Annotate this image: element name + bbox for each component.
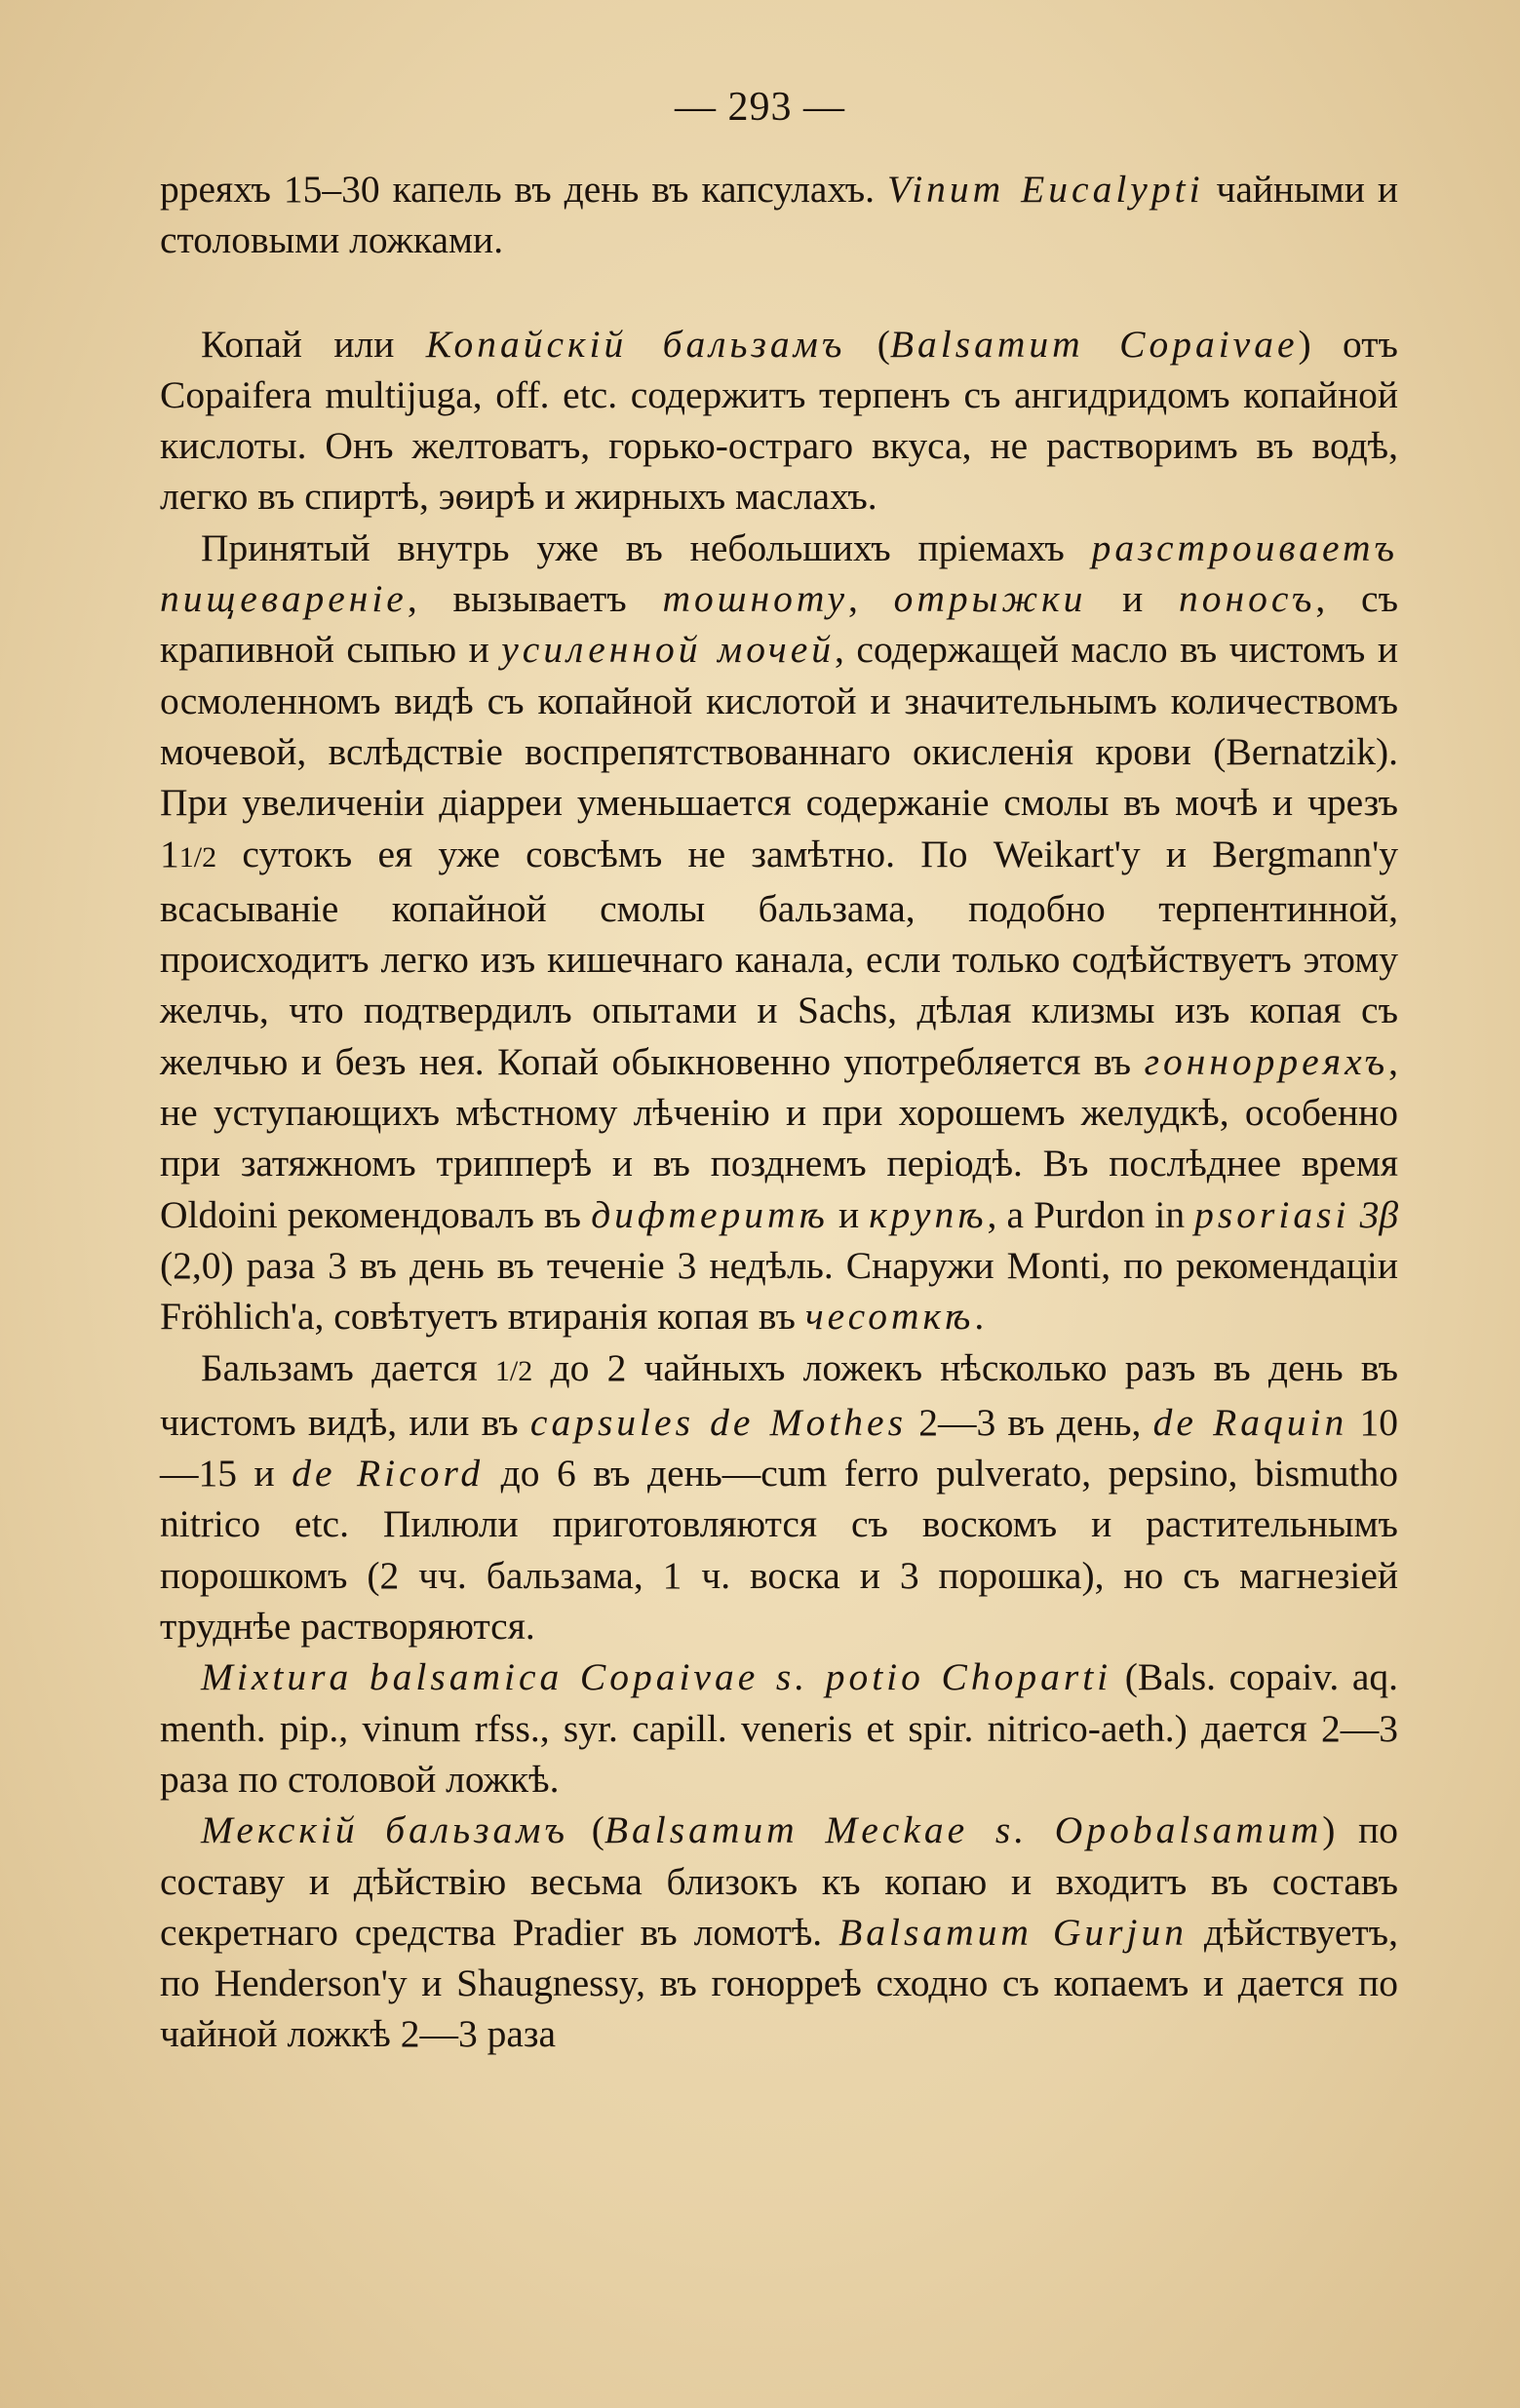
page-number: — 293 — <box>675 85 845 130</box>
emphasized-term: крупѣ <box>869 1192 988 1236</box>
fraction: 1/2 <box>494 1354 533 1387</box>
text-run: ( <box>845 322 890 366</box>
paragraph-p1 <box>160 164 1398 266</box>
page-body <box>160 164 1398 2060</box>
emphasized-term: Mixtura balsamica Copaivae s. potio Choparti <box>201 1655 1112 1699</box>
text-run: , <box>847 577 894 621</box>
text-run: Бальзамъ дается <box>201 1345 495 1389</box>
text-run: (2,0) раза 3 въ день въ теченіе 3 недѣль. Снаружи Monti, по рекомендаціи Fröhlich'а, совѣтуетъ втиранія копая въ <box>160 1243 1398 1339</box>
emphasized-term: Balsamum Meckae s. Opobalsamum <box>604 1808 1323 1852</box>
text-run: , съ крапивной сыпью и <box>160 577 1399 672</box>
text-run: , а Purdon in <box>987 1192 1195 1236</box>
text-run: до 2 чайныхъ ложекъ нѣсколько разъ въ день въ чистомъ видѣ, или въ <box>160 1345 1399 1444</box>
text-run: до 6 въ день—cum ferro pulverato, pepsino, bismutho nitrico etc. Пилюли приготовляются съ воскомъ и растительнымъ порошкомъ (2 чч. бальзама, 1 ч. воска и 3 порошка), но съ магнезіей труднѣе растворяются. <box>160 1452 1399 1649</box>
text-run: ) по составу и дѣйствію весьма близокъ къ копаю и входитъ въ составъ секретнаго средства Pradier въ ломотѣ. <box>160 1808 1398 1954</box>
emphasized-term: гоннорреяхъ <box>1144 1039 1389 1083</box>
text-run: рреяхъ 15–30 капель въ день въ капсулахъ. <box>160 168 887 211</box>
dose-symbol: 3β <box>1359 1192 1399 1236</box>
paragraph-p3 <box>160 523 1398 1342</box>
text-run: Копай или <box>201 322 426 366</box>
text-run: , не уступающихъ мѣстному лѣченію и при хорошемъ желудкѣ, особенно при затяжномъ трипперѣ и въ позднемъ періодѣ. Въ послѣднее время Oldoini рекомендовалъ въ <box>160 1039 1398 1236</box>
paragraph-p6 <box>160 1805 1398 2059</box>
text-run: Принятый внутрь уже въ небольшихъ пріемахъ <box>201 525 1092 569</box>
text-run: ( <box>567 1808 604 1852</box>
text-run: и <box>828 1192 870 1236</box>
emphasized-term: de Ricord <box>292 1452 485 1495</box>
paragraph-gap <box>160 266 1398 319</box>
text-run: дѣйствуетъ, по Henderson'у и Shaugnessy, въ гонорреѣ сходно съ копаемъ и дается по чайной ложкѣ 2—3 раза <box>160 1910 1398 2056</box>
emphasized-term: de Raquin <box>1152 1400 1348 1444</box>
text-run: (Bals. copaiv. aq. menth. pip., vinum rfss., syr. capill. veneris et spir. nitrico-aeth.) дается 2—3 раза по столовой ложкѣ. <box>160 1655 1398 1801</box>
emphasized-term: Balsamum Gurjun <box>838 1910 1188 1954</box>
emphasized-term: дифтеритѣ <box>591 1192 829 1236</box>
emphasized-term: Мекскій бальзамъ <box>201 1808 568 1852</box>
text-run: , содержащей масло въ чистомъ и осмоленномъ видѣ съ копайной кислотой и значительнымъ количествомъ мочевой, вслѣдствіе воспрепятствованнаго окисленія крови (Bernatzik). При увеличеніи діарреи уменьшается содержаніе смолы въ мочѣ и чрезъ 1 <box>160 628 1398 875</box>
emphasized-term: psoriasi <box>1194 1192 1350 1236</box>
emphasized-term: чесоткѣ <box>804 1295 975 1339</box>
emphasized-term: Копайскій бальзамъ <box>425 322 846 366</box>
fraction: 1/2 <box>178 840 217 874</box>
emphasized-term: усиленной мочей <box>501 628 836 672</box>
emphasized-term: capsules de Mothes <box>529 1400 907 1444</box>
emphasized-term: отрыжки <box>893 577 1087 621</box>
paragraph-p4 <box>160 1342 1398 1652</box>
text-run: ) отъ Copaifera multijuga, off. etc. содержитъ терпенъ съ ангидридомъ копайной кислоты. Онъ желтоватъ, горько-остраго вкуса, не растворимъ въ водѣ, легко въ спиртѣ, эѳирѣ и жирныхъ маслахъ. <box>160 322 1398 519</box>
emphasized-term: Vinum Eucalypti <box>887 168 1204 211</box>
emphasized-term: тошноту <box>662 577 848 621</box>
text-run: и <box>1086 577 1180 621</box>
text-run: 2—3 въ день, <box>906 1400 1153 1444</box>
text-run: сутокъ ея уже совсѣмъ не замѣтно. По Weikart'у и Bergmann'у всасываніе копайной смолы бальзама, подобно терпентинной, происходитъ легко изъ кишечнаго канала, если только содѣйствуетъ этому желчь, что подтвердилъ опытами и Sachs, дѣлая клизмы изъ копая съ желчью и безъ нея. Копай обыкновенно употребляется въ <box>160 832 1398 1083</box>
text-run <box>1349 1193 1359 1236</box>
text-run: чайными и столовыми ложками. <box>160 168 1398 262</box>
paragraph-p2 <box>160 319 1398 523</box>
text-run: , вызываетъ <box>407 577 663 621</box>
text-run: . <box>974 1295 985 1339</box>
emphasized-term: Balsamum Copaivae <box>889 322 1299 366</box>
text-run: 10—15 и <box>160 1400 1398 1495</box>
emphasized-term: разстроиваетъ пищевареніе <box>160 525 1398 621</box>
emphasized-term: поносъ <box>1179 577 1316 621</box>
paragraph-p5 <box>160 1651 1398 1805</box>
